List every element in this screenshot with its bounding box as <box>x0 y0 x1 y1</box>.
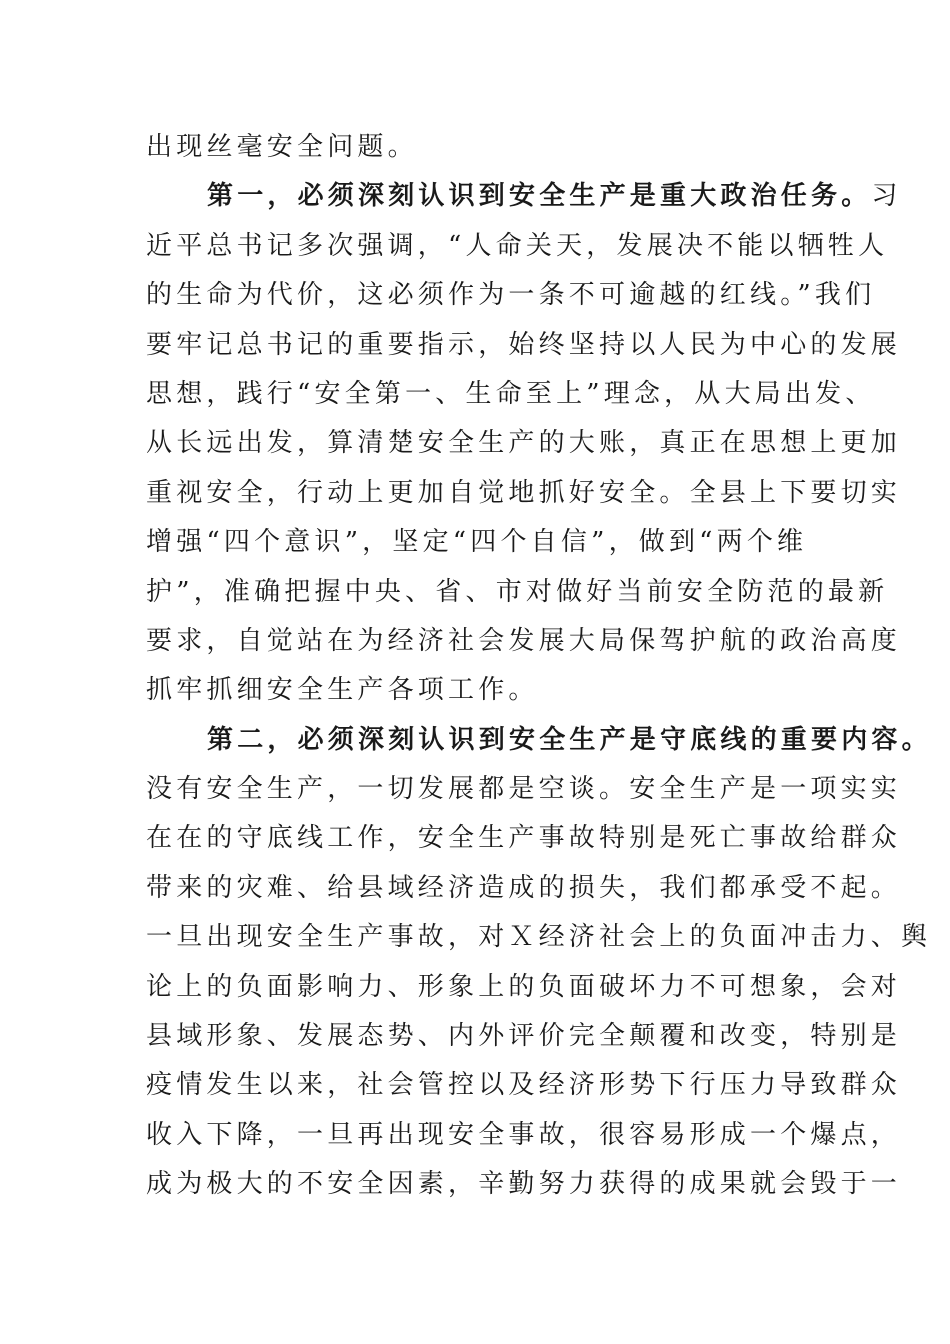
paragraph-heading: 第二，必须深刻认识到安全生产是守底线的重要内容。 <box>207 724 932 755</box>
text-line: 疫情发生以来，社会管控以及经济形势下行压力导致群众 <box>146 1070 902 1101</box>
text-line: 要求，自觉站在为经济社会发展大局保驾护航的政治高度 <box>146 625 902 656</box>
text-line: 从长远出发，算清楚安全生产的大账，真正在思想上更加 <box>146 428 902 459</box>
text-line: 带来的灾难、给县域经济造成的损失，我们都承受不起。 <box>146 872 902 903</box>
text-line: 抓牢抓细安全生产各项工作。 <box>146 675 539 706</box>
text-line: 收入下降，一旦再出现安全事故，很容易形成一个爆点， <box>146 1119 902 1150</box>
text-line: 一旦出现安全生产事故，对Ｘ经济社会上的负面冲击力、舆 <box>146 922 932 953</box>
text-line: 近平总书记多次强调，“人命关天，发展决不能以牺牲人 <box>146 230 889 261</box>
body-text <box>146 123 932 1210</box>
text-line: 论上的负面影响力、形象上的负面破坏力不可想象，会对 <box>146 971 902 1002</box>
paragraph-start-line <box>146 716 932 765</box>
text-line: 的生命为代价，这必须作为一条不可逾越的红线。”我们 <box>146 280 876 311</box>
text-line: 要牢记总书记的重要指示，始终坚持以人民为中心的发展 <box>146 329 902 360</box>
text-line: 在在的守底线工作，安全生产事故特别是死亡事故给群众 <box>146 823 902 854</box>
text-line: 重视安全，行动上更加自觉地抓好安全。全县上下要切实 <box>146 477 902 508</box>
paragraph-start-line: 第一，必须深刻认识到安全生产是重大政治任务。习 <box>207 181 902 212</box>
text-line: 出现丝毫安全问题。 <box>146 132 418 162</box>
text-line: 思想，践行“安全第一、生命至上”理念，从大局出发、 <box>146 378 876 409</box>
text-line: 县域形象、发展态势、内外评价完全颠覆和改变，特别是 <box>146 1021 902 1052</box>
text-line: 护”，准确把握中央、省、市对做好当前安全防范的最新 <box>146 576 889 607</box>
text-line: 没有安全生产，一切发展都是空谈。安全生产是一项实实 <box>146 774 902 805</box>
text-line: 增强“四个意识”，坚定“四个自信”，做到“两个维 <box>146 527 808 558</box>
text-line: 成为极大的不安全因素，辛勤努力获得的成果就会毁于一 <box>146 1169 902 1200</box>
paragraph-heading: 第一，必须深刻认识到安全生产是重大政治任务。 <box>207 181 872 212</box>
